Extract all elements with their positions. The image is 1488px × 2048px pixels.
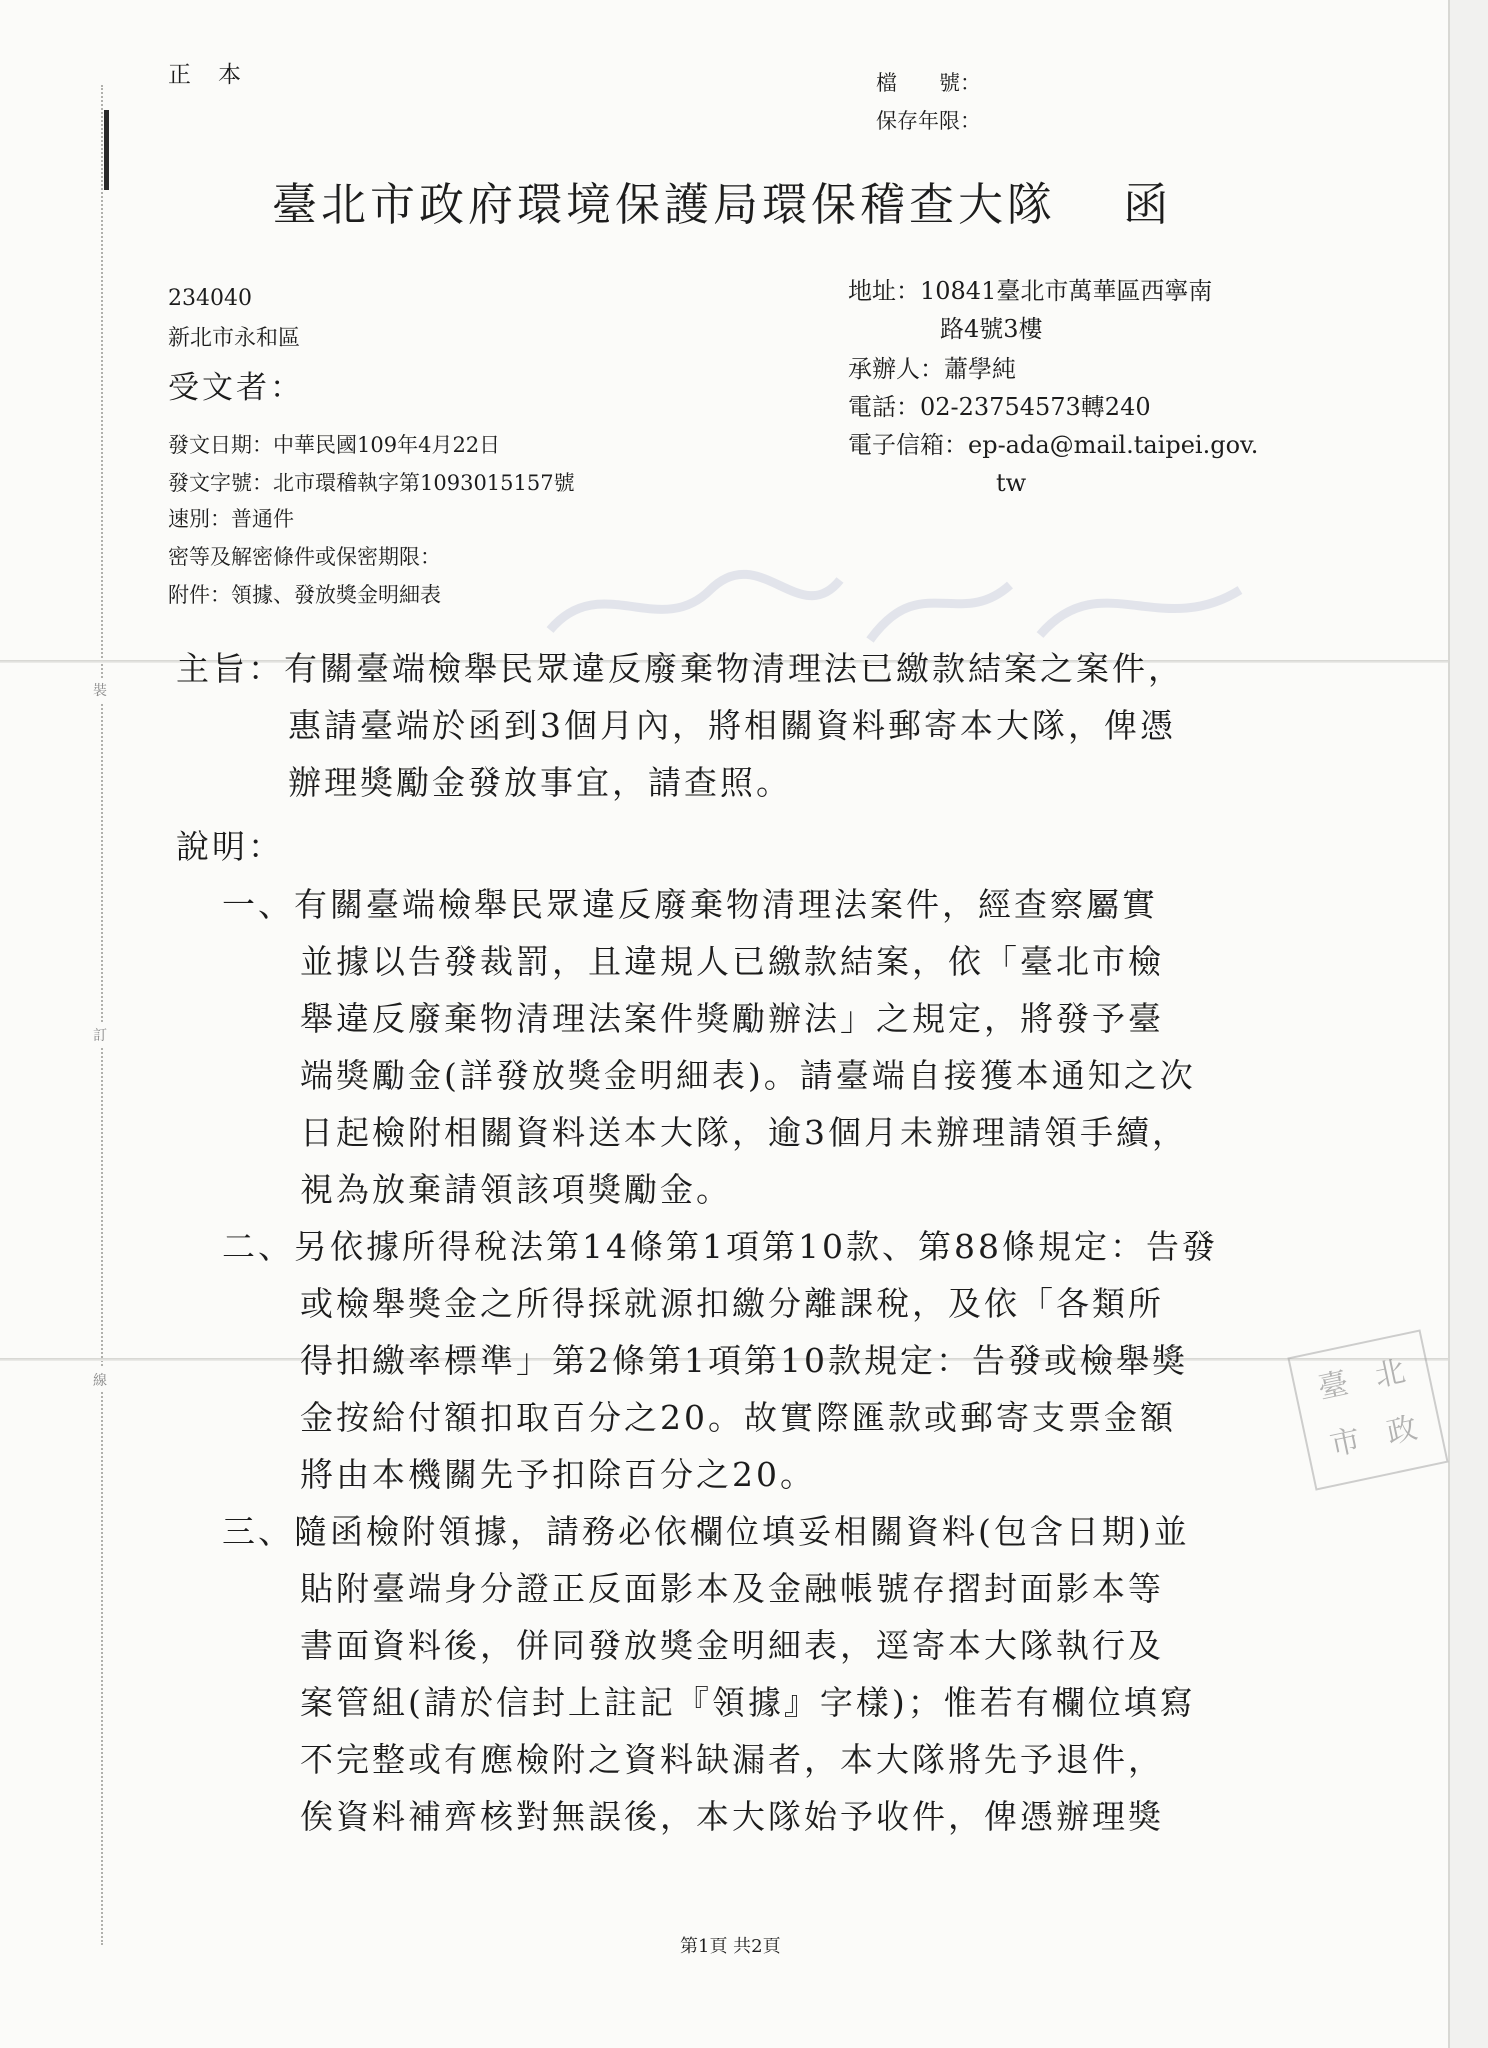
explanation-label: 說明： — [176, 827, 284, 866]
seal-char: 政 — [1383, 1410, 1421, 1452]
item-line: 金按給付額扣取百分之20。故實際匯款或郵寄支票金額 — [300, 1398, 1176, 1437]
item-line: 端獎勵金(詳發放獎金明細表)。請臺端自接獲本通知之次 — [300, 1056, 1196, 1095]
item-line: 俟資料補齊核對無誤後，本大隊始予收件，俾憑辦理獎 — [300, 1797, 1164, 1836]
item-line: 視為放棄請領該項獎勵金。 — [300, 1170, 732, 1209]
recipient-zip: 234040 — [168, 286, 252, 311]
item-line: 並據以告發裁罰，且違規人已繳款結案，依「臺北市檢 — [300, 942, 1164, 981]
sender-phone: 電話：02-23754573轉240 — [848, 393, 1151, 421]
item-line: 舉違反廢棄物清理法案件獎勵辦法」之規定，將發予臺 — [300, 999, 1164, 1038]
sender-address-line2: 路4號3樓 — [940, 315, 1043, 343]
binding-char-zhuang: 裝 — [93, 678, 107, 702]
item-line: 一、有關臺端檢舉民眾違反廢棄物清理法案件，經查察屬實 — [222, 885, 1158, 924]
retention-period-label: 保存年限： — [876, 109, 981, 133]
item-line: 三、隨函檢附領據，請務必依欄位填妥相關資料(包含日期)並 — [222, 1512, 1190, 1551]
item-line: 不完整或有應檢附之資料缺漏者，本大隊將先予退件， — [300, 1740, 1164, 1779]
sender-address-line1: 地址：10841臺北市萬華區西寧南 — [848, 277, 1213, 305]
document-number: 發文字號：北市環稽執字第1093015157號 — [168, 471, 575, 495]
item-line: 貼附臺端身分證正反面影本及金融帳號存摺封面影本等 — [300, 1569, 1164, 1608]
item-line: 二、另依據所得稅法第14條第1項第10款、第88條規定：告發 — [222, 1227, 1218, 1266]
sender-handler: 承辦人：蕭學純 — [848, 355, 1016, 383]
binding-char-xian: 線 — [93, 1368, 107, 1392]
recipient-district: 新北市永和區 — [168, 326, 301, 351]
issue-date: 發文日期：中華民國109年4月22日 — [168, 433, 501, 457]
subject-line: 辦理獎勵金發放事宜，請查照。 — [288, 763, 792, 802]
document-title: 臺北市政府環境保護局環保稽查大隊 函 — [272, 178, 1173, 231]
sender-email-line1: 電子信箱：ep-ada@mail.taipei.gov. — [848, 431, 1259, 459]
item-line: 日起檢附相關資料送本大隊，逾3個月未辦理請領手續， — [300, 1113, 1188, 1152]
secrecy-level: 密等及解密條件或保密期限： — [168, 545, 441, 569]
binding-mark — [104, 110, 109, 190]
item-line: 將由本機關先予扣除百分之20。 — [300, 1455, 816, 1494]
item-line: 得扣繳率標準」第2條第1項第10款規定：告發或檢舉獎 — [300, 1341, 1188, 1380]
file-number-label: 檔 號： — [876, 71, 981, 95]
copy-label: 正 本 — [168, 62, 243, 88]
page-footer: 第1頁 共2頁 — [680, 1936, 781, 1957]
faint-signature-stamp — [540, 560, 1280, 650]
receiver-label: 受文者： — [168, 370, 304, 406]
item-line: 書面資料後，併同發放獎金明細表，逕寄本大隊執行及 — [300, 1626, 1164, 1665]
subject-line: 主旨：有關臺端檢舉民眾違反廢棄物清理法已繳款結案之案件， — [176, 649, 1184, 688]
seal-char: 臺 — [1314, 1365, 1352, 1407]
seal-char: 北 — [1371, 1353, 1409, 1395]
binding-char-ding: 訂 — [93, 1023, 107, 1047]
attachments: 附件：領據、發放獎金明細表 — [168, 583, 441, 607]
official-seal-stamp — [1287, 1329, 1448, 1490]
item-line: 或檢舉獎金之所得採就源扣繳分離課稅，及依「各類所 — [300, 1284, 1164, 1323]
seal-char: 市 — [1327, 1422, 1364, 1464]
delivery-speed: 速別：普通件 — [168, 507, 294, 531]
sender-email-line2: tw — [996, 469, 1027, 497]
subject-line: 惠請臺端於函到3個月內，將相關資料郵寄本大隊，俾憑 — [288, 706, 1176, 745]
binding-line — [101, 85, 103, 1945]
item-line: 案管組(請於信封上註記『領據』字樣)；惟若有欄位填寫 — [300, 1683, 1196, 1722]
